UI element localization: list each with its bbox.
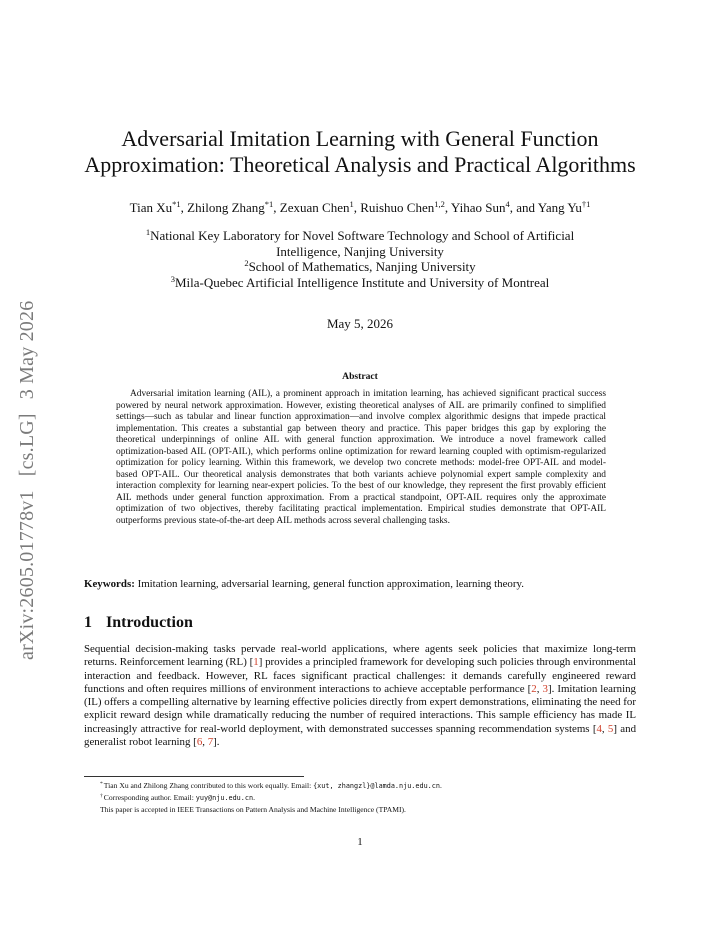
- arxiv-id: arXiv:2605.01778v1: [16, 490, 38, 660]
- author-name: Ruishuo Chen: [360, 200, 435, 215]
- title-line-1: Adversarial Imitation Learning with General Function: [121, 126, 599, 151]
- author-name: Yang Yu: [537, 200, 582, 215]
- author-mark: *1: [172, 199, 181, 209]
- citation-link[interactable]: 5: [607, 722, 614, 735]
- footnote-email: {xut, zhangzl}@lamda.nju.edu.cn: [313, 782, 440, 790]
- footnotes: [100, 780, 630, 815]
- section-number: 1: [84, 614, 92, 631]
- citation-link[interactable]: 2: [531, 682, 537, 695]
- title-line-2: Approximation: Theoretical Analysis and Practical Algorithms: [84, 152, 636, 177]
- keywords-label: Keywords:: [84, 578, 135, 590]
- citation-link[interactable]: 7: [207, 735, 214, 748]
- author-mark: †1: [581, 199, 591, 209]
- author-mark: *1: [264, 199, 274, 209]
- arxiv-identifier-stamp: [16, 287, 39, 660]
- affiliation-continued: Intelligence, Nanjing University: [276, 243, 444, 259]
- citation-link[interactable]: 1: [253, 656, 259, 669]
- author-name: Zhilong Zhang: [187, 200, 265, 215]
- affiliation: $^2$School of Mathematics, Nanjing University: [244, 258, 476, 274]
- keywords-text: Imitation learning, adversarial learning, general function approximation, learning theory.: [137, 578, 524, 590]
- affiliation: $^3$Mila-Quebec Artificial Intelligence Institute and University of Montreal: [170, 273, 550, 290]
- footnote-corresponding-author: †Corresponding author. Email: yuy@nju.edu.cn.: [100, 793, 255, 802]
- page-number: 1: [357, 836, 363, 848]
- author-name: Tian Xu: [129, 200, 173, 215]
- footnote-acceptance-note: This paper is accepted in IEEE Transactions on Pattern Analysis and Machine Intelligence (TPAMI).: [100, 805, 406, 814]
- arxiv-category: [cs.LG]: [16, 413, 38, 477]
- author-list: Tian Xu$^{*1}$, Zhilong Zhang$^{*1}$, Zexuan Chen$^1$, Ruishuo Chen$^{1,2}$, Yihao Sun$^4$, and Yang Yu$^{\dagger 1}$: [129, 199, 591, 215]
- author-mark: 1,2: [434, 199, 445, 209]
- arxiv-date: 3 May 2026: [16, 300, 38, 400]
- author-mark: 4: [505, 199, 510, 209]
- author-name: Yihao Sun: [450, 200, 506, 215]
- footnote-rule: [84, 776, 304, 777]
- citation-link[interactable]: 3: [542, 682, 548, 695]
- publication-date: May 5, 2026: [326, 316, 394, 331]
- citation-link[interactable]: 4: [596, 722, 602, 735]
- section-heading-introduction: [84, 614, 193, 632]
- abstract-heading: Abstract: [342, 371, 378, 382]
- section-title: Introduction: [106, 614, 193, 631]
- abstract-text: Adversarial imitation learning (AIL), a prominent approach in imitation learning, has achieved significant practical success powered by neural network approximation. However, existing theoretical analyses of AIL are primarily confined to simplified settings—such as tabular and linear function approximation—and involve complex algorithmic designs that impede practical implementation. This creates a substantial gap between theory and practice. This paper bridges this gap by exploring the theoretical underpinnings of online AIL with general function approximation. We introduce a novel framework called optimization-based AIL (OPT-AIL), which performs online optimization for reward learning coupled with optimism-regularized optimization for policy learning. Within this framework, we develop two concrete methods: model-free OPT-AIL and model-based OPT-AIL. Our theoretical analysis demonstrates that both variants achieve polynomial expert sample complexity and interaction complexity for learning near-expert policies. To the best of our knowledge, they represent the first provably efficient AIL methods under general function approximation. From a practical standpoint, OPT-AIL requires only the approximate optimization of two objectives, thereby facilitating practical implementation. Empirical studies demonstrate that OPT-AIL outperforms previous state-of-the-art deep AIL methods across several challenging tasks.: [116, 389, 606, 527]
- keywords: [84, 578, 644, 590]
- author-name: Zexuan Chen: [279, 200, 350, 215]
- affiliation: $^1$National Key Laboratory for Novel Software Technology and School of Artificial: [145, 227, 575, 243]
- citation-link[interactable]: 6: [196, 735, 203, 748]
- footnote-email: yuy@nju.edu.cn: [195, 794, 254, 802]
- author-mark: 1: [349, 199, 354, 209]
- footnote-equal-contribution: *Tian Xu and Zhilong Zhang contributed to this work equally. Email: {xut, zhangzl}@lamda.nju.edu.cn.: [100, 781, 442, 790]
- introduction-paragraph: Sequential decision-making tasks pervade real-world applications, where agents seek policies that maximize long-term returns. Reinforcement learning (RL) [1] provides a principled framework for developing such policies through environmental interaction and feedback. However, RL faces significant practical challenges: it demands carefully engineered reward functions and often requires millions of environment interactions to achieve acceptable performance [2, 3]. Imitation learning (IL) offers a compelling alternative by learning effective policies directly from expert demonstrations, eliminating the need for explicit reward design while dramatically reducing the number of required interactions. This sample efficiency has made IL increasingly attractive for real-world deployment, with demonstrated successes spanning recommendation systems [4, 5] and generalist robot learning [6, 7].: [84, 643, 637, 748]
- affiliations: [90, 228, 630, 290]
- paper-title: [60, 126, 660, 178]
